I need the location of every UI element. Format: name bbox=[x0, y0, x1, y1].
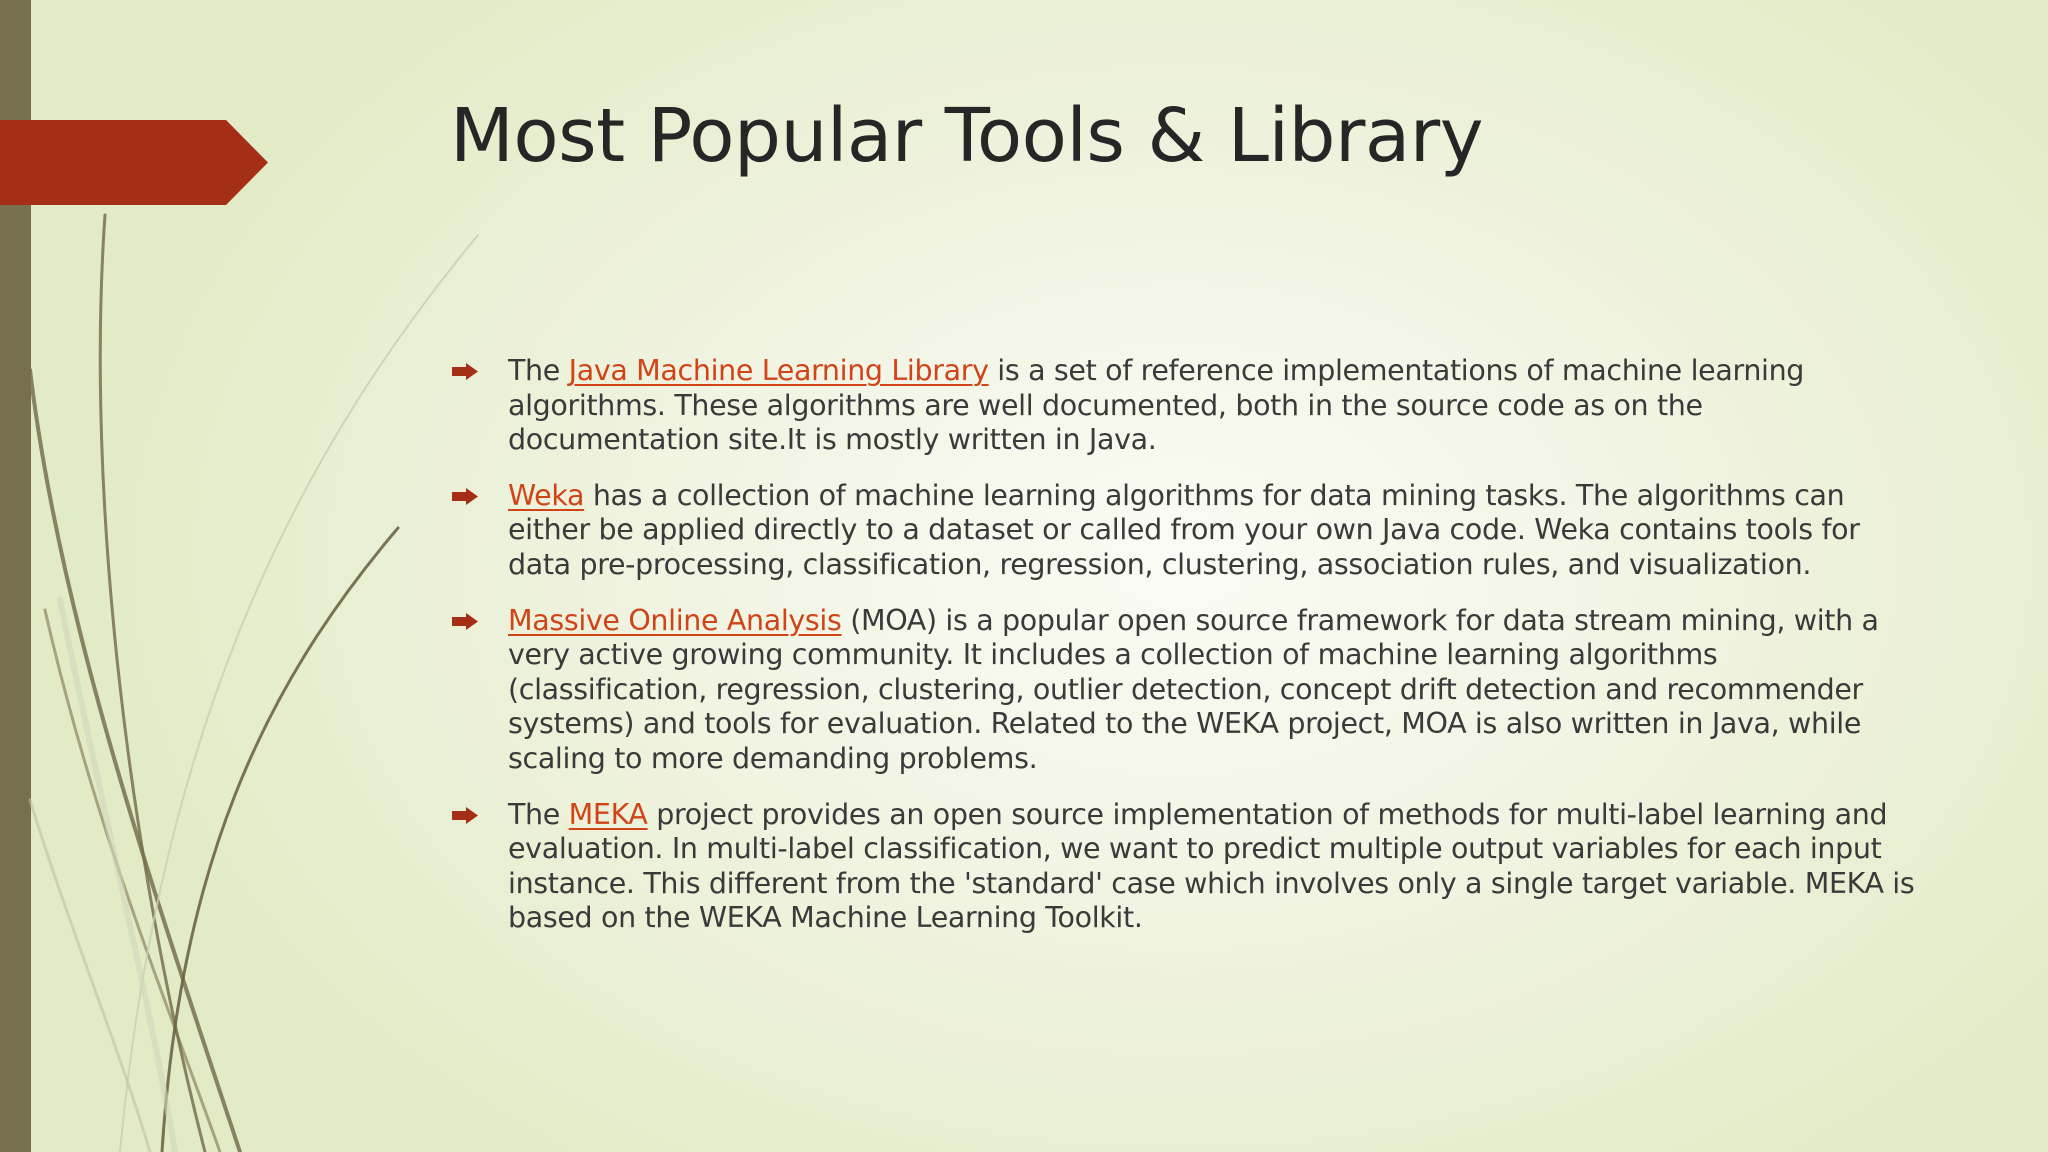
bullet-item-java-ml bbox=[450, 354, 1920, 458]
slide-title: Most Popular Tools & Library bbox=[450, 93, 1483, 179]
bullet-list bbox=[450, 354, 1920, 957]
bullet-text: (MOA) is a popular open source framework for data stream mining, with a very active growing community. It includes a collection of machine learning algorithms (classification, regression, clustering, outlier detection, concept drift detection and recommender systems) and tools for evaluation. Related to the WEKA project, MOA is also written in Java, while scaling to more demanding problems. bbox=[508, 603, 1879, 775]
title-accent-arrow bbox=[0, 120, 268, 205]
bullet-item-meka bbox=[450, 798, 1920, 936]
bullet-text: is a set of reference implementations of machine learning algorithms. These algorithms are well documented, both in the source code as on the documentation site.It is mostly written in Java. bbox=[508, 354, 1805, 457]
bullet-item-weka bbox=[450, 479, 1920, 583]
bullet-prefix: The bbox=[508, 797, 569, 831]
link-massive-online-analysis[interactable]: Massive Online Analysis bbox=[508, 603, 842, 637]
arrow-bullet-icon bbox=[452, 613, 478, 630]
bullet-text: project provides an open source implementation of methods for multi-label learning and evaluation. In multi-label classification, we want to predict multiple output variables for each input instance. This different from the 'standard' case which involves only a single target variable. MEKA is based on the WEKA Machine Learning Toolkit. bbox=[508, 797, 1915, 935]
bullet-item-moa bbox=[450, 604, 1920, 777]
bullet-text: has a collection of machine learning algorithms for data mining tasks. The algorithms can either be applied directly to a dataset or called from your own Java code. Weka contains tools for data pre-processing, classification, regression, clustering, association rules, and visualization. bbox=[508, 478, 1860, 581]
arrow-bullet-icon bbox=[452, 363, 478, 380]
link-java-machine-learning-library[interactable]: Java Machine Learning Library bbox=[568, 354, 989, 387]
link-weka[interactable]: Weka bbox=[508, 478, 585, 512]
arrow-bullet-icon bbox=[452, 807, 478, 824]
bullet-prefix: The bbox=[508, 354, 569, 387]
link-meka[interactable]: MEKA bbox=[568, 797, 648, 831]
arrow-bullet-icon bbox=[452, 488, 478, 505]
